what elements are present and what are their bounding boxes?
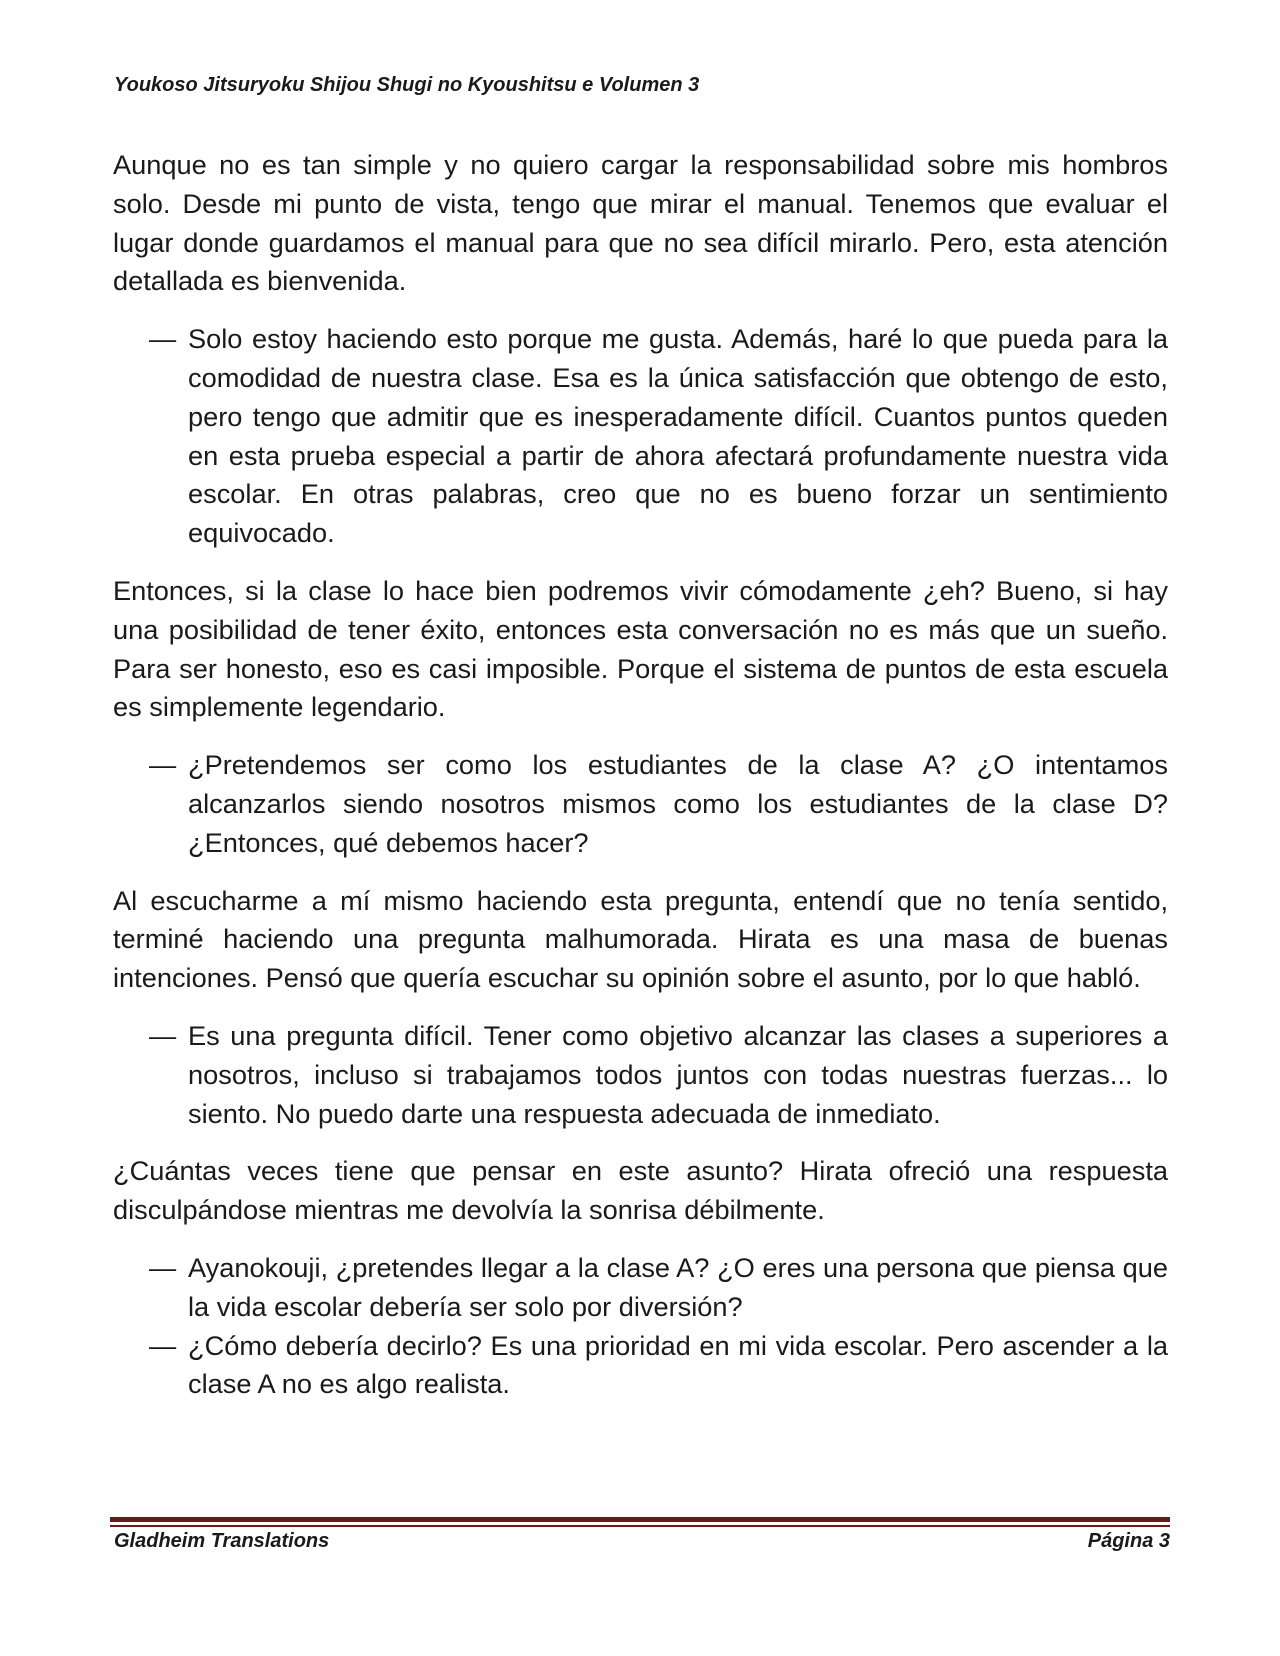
page-body xyxy=(113,146,1168,1404)
dialogue-1 xyxy=(113,320,1168,553)
paragraph-2: Entonces, si la clase lo hace bien podremos vivir cómodamente ¿eh? Bueno, si hay una posibilidad de tener éxito, entonces esta conversación no es más que un sueño. Para ser honesto, eso es casi imposible. Porque el sistema de puntos de esta escuela es simplemente legendario. xyxy=(113,574,1168,723)
dialogue-5 xyxy=(113,1327,1168,1405)
dialogue-4-text: Ayanokouji, ¿pretendes llegar a la clase A? ¿O eres una persona que piensa que la vida escolar debería ser solo por diversión? xyxy=(188,1251,1168,1322)
dialogue-3 xyxy=(113,1017,1168,1133)
dialogue-1-text: Solo estoy haciendo esto porque me gusta. Además, haré lo que pueda para la comodidad de nuestra clase. Esa es la única satisfacción que obtengo de esto, pero tengo que admitir que es inesperadamente difícil. Cuantos puntos queden en esta prueba especial a partir de ahora afectará profundamente nuestra vida escolar. En otras palabras, creo que no es bueno forzar un sentimiento equivocado. xyxy=(188,323,1168,549)
footer-credit: Gladheim Translations xyxy=(114,1530,330,1552)
running-header: Youkoso Jitsuryoku Shijou Shugi no Kyoushitsu e Volumen 3 xyxy=(114,74,700,96)
footer-rule-thick xyxy=(110,1517,1170,1522)
dialogue-5-text: ¿Cómo debería decirlo? Es una prioridad en mi vida escolar. Pero ascender a la clase A no es algo realista. xyxy=(188,1329,1168,1400)
paragraph-3: Al escucharme a mí mismo haciendo esta pregunta, entendí que no tenía sentido, terminé haciendo una pregunta malhumorada. Hirata es una masa de buenas intenciones. Pensó que quería escuchar su opinión sobre el asunto, por lo que habló. xyxy=(113,884,1168,994)
footer-rule-thin xyxy=(110,1525,1170,1527)
dialogue-dash: — xyxy=(149,749,177,781)
dialogue-3-text: Es una pregunta difícil. Tener como objetivo alcanzar las clases a superiores a nosotros, incluso si trabajamos todos juntos con todas nuestras fuerzas... lo siento. No puedo darte una respuesta adecuada de inmediato. xyxy=(188,1019,1168,1129)
page-number: Página 3 xyxy=(1087,1530,1170,1552)
dialogue-dash: — xyxy=(149,1019,177,1051)
paragraph-4: ¿Cuántas veces tiene que pensar en este asunto? Hirata ofreció una respuesta disculpándose mientras me devolvía la sonrisa débilmente. xyxy=(113,1155,1168,1226)
dialogue-dash: — xyxy=(149,1251,177,1283)
dialogue-2 xyxy=(113,746,1168,862)
dialogue-dash: — xyxy=(149,1329,177,1361)
paragraph-1: Aunque no es tan simple y no quiero cargar la responsabilidad sobre mis hombros solo. Desde mi punto de vista, tengo que mirar el manual. Tenemos que evaluar el lugar donde guardamos el manual para que no sea difícil mirarlo. Pero, esta atención detallada es bienvenida. xyxy=(113,149,1168,297)
dialogue-4 xyxy=(113,1249,1168,1327)
dialogue-dash: — xyxy=(149,323,177,355)
dialogue-2-text: ¿Pretendemos ser como los estudiantes de la clase A? ¿O intentamos alcanzarlos siendo nosotros mismos como los estudiantes de la clase D? ¿Entonces, qué debemos hacer? xyxy=(188,749,1168,858)
